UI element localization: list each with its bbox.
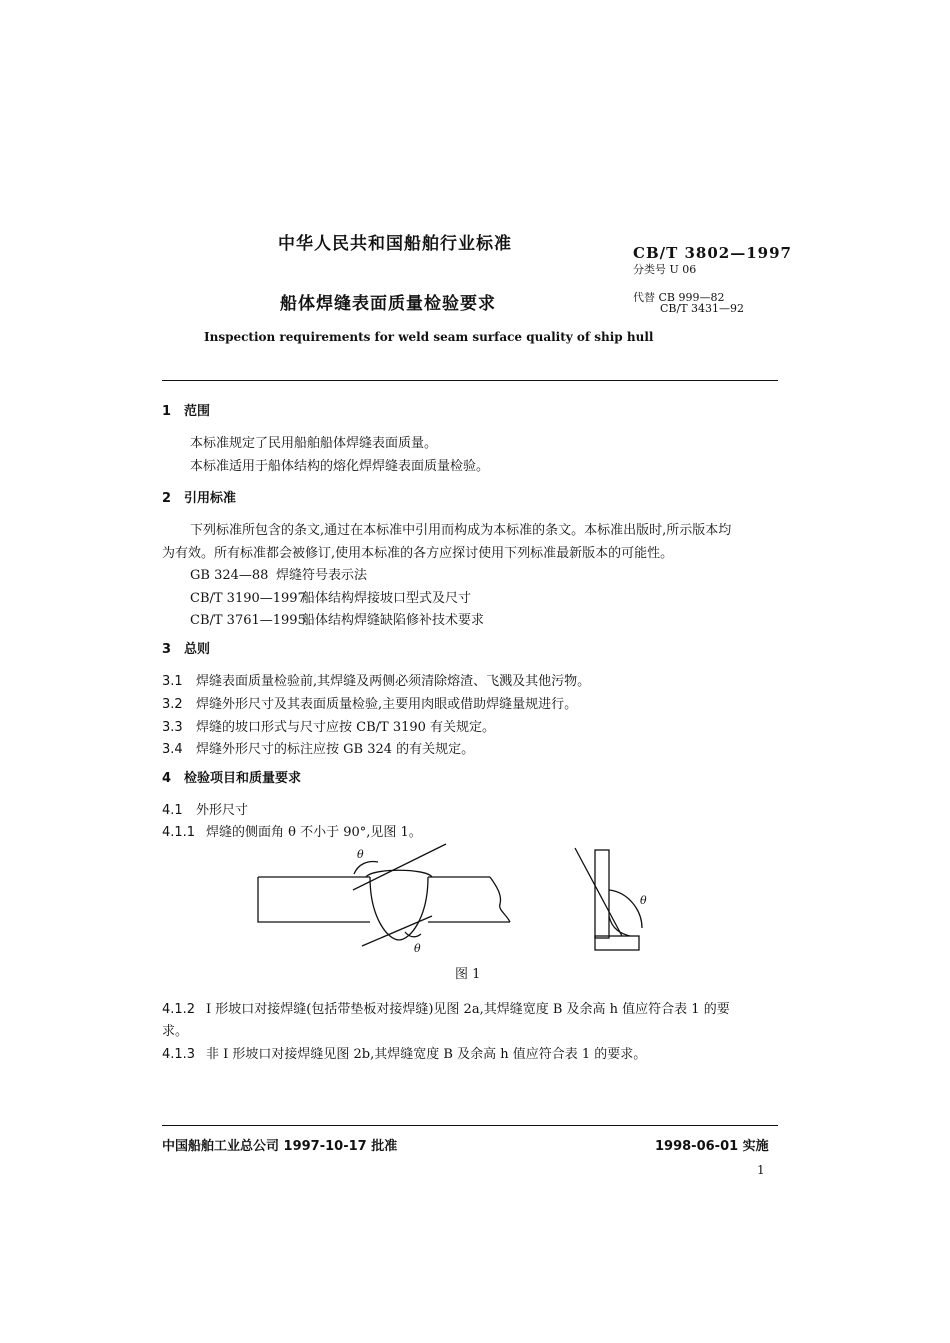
replaced-standard: CB 999—82 xyxy=(658,291,725,304)
reference-code: GB 324—88 xyxy=(190,568,269,583)
standard-code: CB/T 3802—1997 xyxy=(633,244,792,262)
angle-line-top xyxy=(353,844,446,890)
page-number: 1 xyxy=(757,1163,765,1177)
clause-text: 非 I 形坡口对接焊缝见图 2b,其焊缝宽度 B 及余高 h 值应符合表 1 的要求。 xyxy=(206,1047,647,1062)
figure-1-drawing xyxy=(250,838,780,958)
angle-label-theta: θ xyxy=(414,942,421,955)
angle-label-theta: θ xyxy=(357,848,364,861)
clause xyxy=(162,670,590,689)
clause xyxy=(162,693,577,712)
replaces-label: 代替 xyxy=(633,291,655,304)
section-3-heading xyxy=(162,638,210,657)
clause-text: 焊缝外形尺寸及其表面质量检验,主要用肉眼或借助焊缝量规进行。 xyxy=(196,697,578,712)
paragraph: 为有效。所有标准都会被修订,使用本标准的各方应探讨使用下列标准最新版本的可能性。 xyxy=(162,546,674,561)
section-1-heading xyxy=(162,400,210,419)
classification-number: 分类号 U 06 xyxy=(633,263,697,276)
header-rule xyxy=(162,380,778,381)
clause-number: 4.1.1 xyxy=(162,825,196,840)
clause-number: 3.3 xyxy=(162,720,183,735)
section-title: 检验项目和质量要求 xyxy=(184,771,302,786)
reference-code: CB/T 3761—1995 xyxy=(190,613,306,628)
clause xyxy=(162,1043,646,1062)
section-number: 3 xyxy=(162,642,172,657)
clause-text: I 形坡口对接焊缝(包括带垫板对接焊缝)见图 2a,其焊缝宽度 B 及余高 h 值应符合表 1 的要 xyxy=(206,1002,730,1017)
replaced-standard: CB/T 3431—92 xyxy=(660,302,745,315)
clause-continuation: 求。 xyxy=(162,1024,189,1039)
org-title: 中华人民共和国船舶行业标准 xyxy=(278,234,512,254)
clause-number: 3.2 xyxy=(162,697,183,712)
section-4-heading xyxy=(162,767,301,786)
butt-weld-view xyxy=(258,844,510,946)
reference-item xyxy=(190,587,471,606)
clause-text: 外形尺寸 xyxy=(196,803,249,818)
vertical-plate xyxy=(595,850,609,938)
plate-left-edge xyxy=(258,877,370,922)
clause-number: 3.1 xyxy=(162,674,183,689)
angle-line xyxy=(575,848,622,936)
clause-text: 焊缝表面质量检验前,其焊缝及两侧必须清除熔渣、飞溅及其他污物。 xyxy=(196,674,591,689)
fillet-weld-view xyxy=(575,848,642,950)
reference-item xyxy=(190,564,367,583)
reference-title: 船体结构焊缝缺陷修补技术要求 xyxy=(302,613,485,628)
clause-number: 4.1.2 xyxy=(162,1002,196,1017)
implementation-date: 1998-06-01 实施 xyxy=(655,1139,769,1154)
doc-title: 船体焊缝表面质量检验要求 xyxy=(280,294,496,314)
section-title: 总则 xyxy=(184,642,211,657)
figure-caption: 图 1 xyxy=(455,967,481,982)
section-2-heading xyxy=(162,487,236,506)
clause xyxy=(162,799,248,818)
section-number: 1 xyxy=(162,404,172,419)
weld-cap xyxy=(366,870,432,877)
reference-item xyxy=(190,609,484,628)
approval-statement: 中国船舶工业总公司 1997-10-17 批准 xyxy=(162,1139,398,1154)
clause-number: 4.1 xyxy=(162,803,183,818)
paragraph: 本标准适用于船体结构的熔化焊焊缝表面质量检验。 xyxy=(190,459,490,474)
reference-title: 焊缝符号表示法 xyxy=(276,568,368,583)
angle-label-theta: θ xyxy=(640,894,647,907)
paragraph: 本标准规定了民用船舶船体焊缝表面质量。 xyxy=(190,436,438,451)
section-number: 2 xyxy=(162,491,172,506)
footer-rule xyxy=(162,1125,778,1126)
clause-text: 焊缝的侧面角 θ 不小于 90°,见图 1。 xyxy=(206,825,422,840)
clause-text: 焊缝外形尺寸的标注应按 GB 324 的有关规定。 xyxy=(196,742,475,757)
clause-text: 焊缝的坡口形式与尺寸应按 CB/T 3190 有关规定。 xyxy=(196,720,496,735)
plate-break-line xyxy=(490,877,510,922)
clause-number: 4.1.3 xyxy=(162,1047,196,1062)
section-title: 范围 xyxy=(184,404,211,419)
paragraph: 下列标准所包含的条文,通过在本标准中引用而构成为本标准的条文。本标准出版时,所示版本均 xyxy=(190,523,732,538)
fillet-weld-face xyxy=(609,916,630,936)
angle-line-bottom xyxy=(362,916,432,946)
section-title: 引用标准 xyxy=(184,491,237,506)
reference-code: CB/T 3190—1997 xyxy=(190,591,306,606)
clause xyxy=(162,738,474,757)
clause xyxy=(162,998,730,1017)
english-title: Inspection requirements for weld seam surface quality of ship hull xyxy=(204,330,654,344)
clause xyxy=(162,716,495,735)
reference-title: 船体结构焊接坡口型式及尺寸 xyxy=(302,591,472,606)
section-number: 4 xyxy=(162,771,172,786)
clause-number: 3.4 xyxy=(162,742,183,757)
